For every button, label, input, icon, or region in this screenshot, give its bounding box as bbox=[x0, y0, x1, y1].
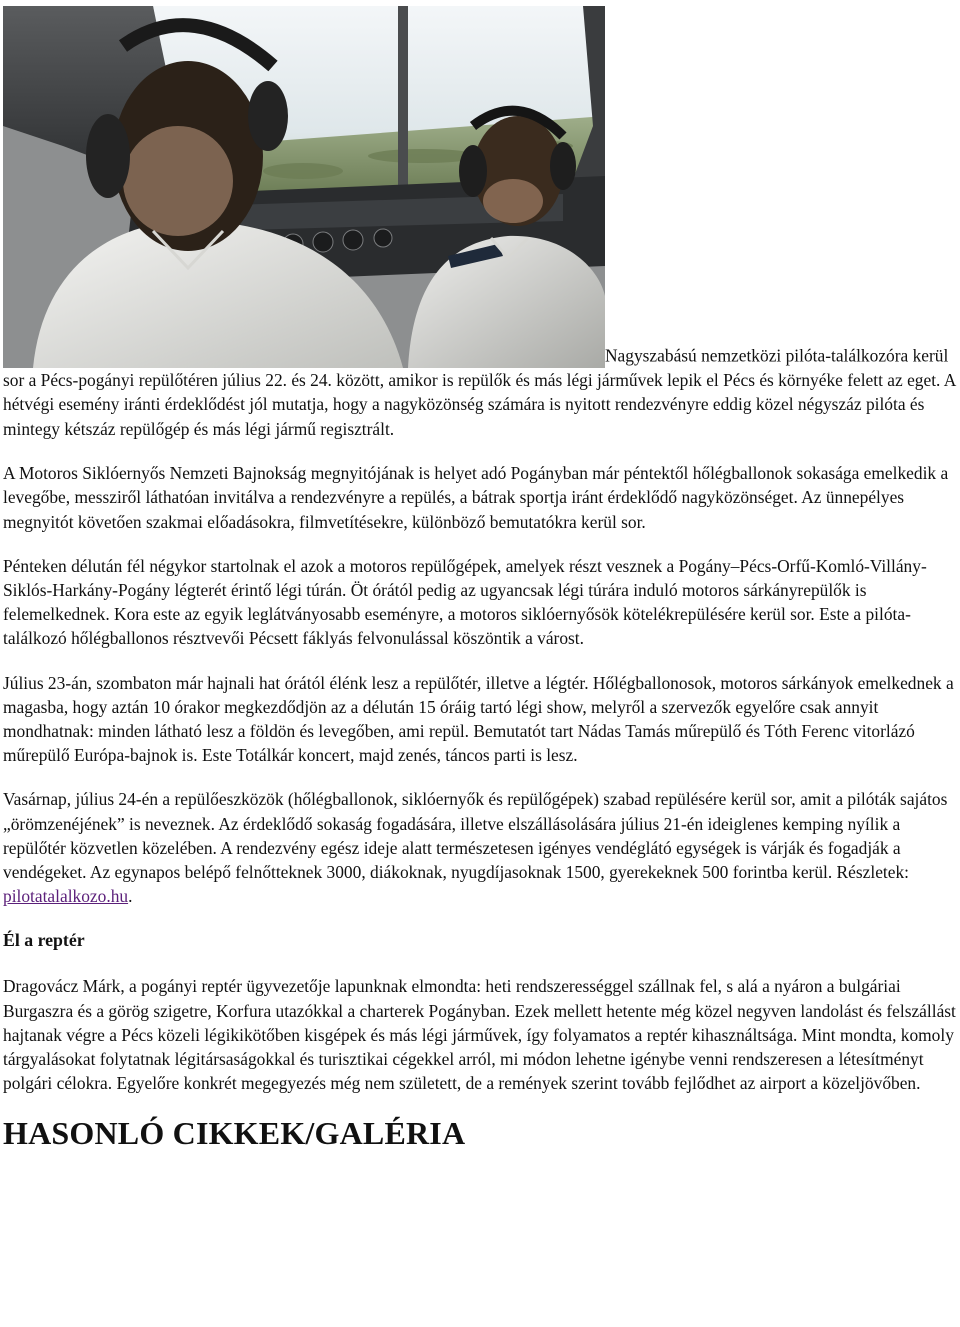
article-intro bbox=[3, 0, 957, 441]
cockpit-image bbox=[3, 6, 605, 368]
paragraph-friday-tour: Pénteken délután fél négykor startolnak el azok a motoros repülőgépek, amelyek részt vesznek a Pogány–Pécs-Orfű-Komló-Villány-Siklós-Harkány-Pogány légterét érintő légi túrán. Öt órától pedig az ugyancsak légi túrára induló motoros sárkányrepülők is felemelkednek. Kora este az egyik leglátványosabb eseményre, a motoros siklóernyősök kötelékrepülésére kerül sor. Este a pilóta-találkozó hőlégballonos résztvevői Pécsett fáklyás felvonulással köszöntik a várost. bbox=[3, 555, 927, 649]
intro-text: Nagyszabású nemzetközi pilóta-találkozóra kerül sor a Pécs-pogányi repülőtéren július 22. és 24. között, amikor is repülők és más légi járművek lepik el Pécs és környéke felett az eget. A hétvégi esemény iránti érdeklődést jól mutatja, hogy a nagyközönség számára is nyitott rendezvényre eddig közel négyszáz pilóta és mintegy kétszáz repülőgép és más légi jármű regisztrált. bbox=[3, 345, 956, 439]
paragraph-opening-ceremony: A Motoros Siklóernyős Nemzeti Bajnokság megnyitójának is helyet adó Pogányban már péntektől hőlégballonok sokasága emelkedik a levegőbe, messziről láthatóan invitálva a rendezvényre a repülés, a bátrak sportja iránt érdeklődő nagyközönséget. Az ünnepélyes megnyitót követően szakmai előadásokra, filmvetítésekre, különböző bemutatókra kerül sor. bbox=[3, 463, 949, 532]
subheading-el-a-repter: Él a reptér bbox=[3, 930, 85, 951]
paragraph-airport-manager: Dragovácz Márk, a pogányi reptér ügyvezetője lapunknak elmondta: heti rendszerességgel szállnak fel, s alá a nyáron a bulgáriai Burgaszra és a görög szigetre, Korfura utazókkal a charterek Pogányban. Ezek mellett hetente még közel negyven landolást és felszállást hajtanak végre a Pécs közeli légikikötőben kisgépek és más légi járművek, így folyamatos a reptér kihasználtsága. Mint mondta, komoly tárgyalásokat folytatnak légitársaságokkal és turisztikai cégekkel arról, mi módon lehetne igénybe venni rendszeresen a létesítményt polgári célokra. Egyelőre konkrét megegyezés még nem született, de a remények szerint tovább fejlődhet az airport a közeljövőben. bbox=[3, 976, 956, 1094]
paragraph-saturday-show: Július 23-án, szombaton már hajnali hat órától élénk lesz a repülőtér, illetve a légtér. Hőlégballonosok, motoros sárkányok emelkednek a magasba, hogy aztán 10 órakor megkezdődjön az a délután 15 óráig tartó légi show, melyről a szervezők egyelőre csak annyit mondhatnak: minden látható lesz a földön és levegőben, ami repül. Bemutatót tart Nádas Tamás műrepülő és Tóth Ferenc vitorlázó műrepülő Európa-bajnok is. Este Totálkár koncert, majd zenés, táncos parti is lesz. bbox=[3, 672, 954, 766]
paragraph-sunday-tickets bbox=[3, 787, 957, 908]
cockpit-photo bbox=[3, 6, 605, 368]
sunday-text: Vasárnap, július 24-én a repülőeszközök (hőlégballonok, siklóernyők és repülőgépek) szabad repülésére kerül sor, amit a pilóták sajátos „örömzenéjének” is neveznek. Az érdeklődő sokaság fogadására, illetve elszállásolására július 21-én ideiglenes kemping nyílik a repülőtér közvetlen közelében. A rendezvény egész ideje alatt természetesen igényes vendéglátó egységek is várják és fogadják a vendégeket. Az egynapos belépő felnőtteknek 3000, diákoknak, nyugdíjasoknak 1500, gyerekeknek 500 forintba kerül. Részletek: bbox=[3, 789, 948, 883]
pilotatalalkozo-link[interactable]: pilotatalalkozo.hu bbox=[3, 886, 129, 907]
spacer bbox=[3, 441, 957, 461]
related-articles-heading: HASONLÓ CIKKEK/GALÉRIA bbox=[3, 1115, 466, 1152]
link-suffix: . bbox=[128, 886, 133, 907]
article bbox=[3, 0, 957, 1151]
